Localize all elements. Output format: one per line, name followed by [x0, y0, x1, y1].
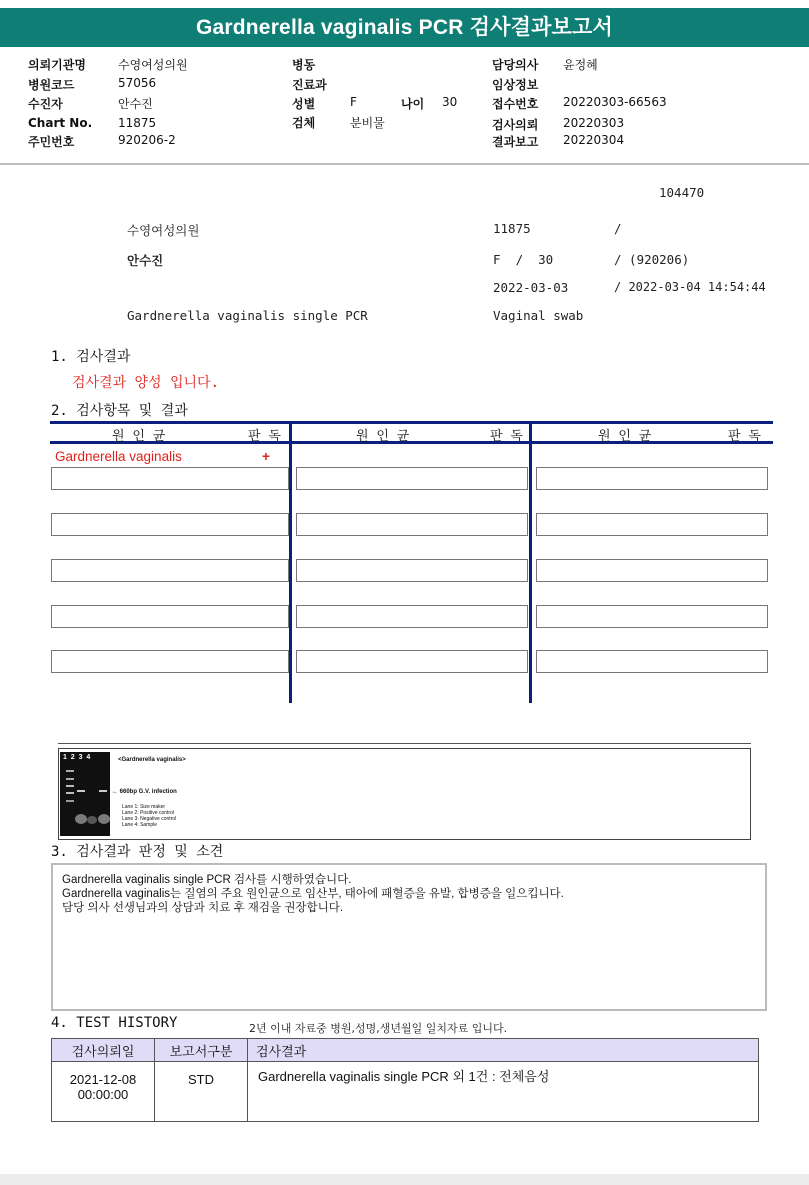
history-header-date: 검사의뢰일 — [52, 1039, 155, 1062]
history-time: 00:00:00 — [77, 1087, 129, 1102]
primer-glow — [87, 816, 97, 824]
result-cell — [51, 513, 289, 536]
patient-value: 안수진 — [118, 97, 153, 111]
info-birth: / (920206) — [614, 252, 690, 267]
result-cell — [51, 650, 289, 673]
request-date-label: 검사의뢰 — [492, 118, 539, 132]
col1-judgement-header: 판 독 — [248, 429, 281, 444]
info-reported-datetime: / 2022-03-04 14:54:44 — [614, 280, 766, 294]
opinion-box — [51, 863, 767, 1011]
table-row — [52, 1062, 759, 1122]
header-divider — [0, 163, 809, 165]
opinion-line-3: 담당 의사 선생님과의 상담과 치료 후 재검을 권장합니다. — [62, 902, 344, 914]
col3-pathogen-header: 원 인 균 — [598, 429, 652, 444]
table-divider-1 — [289, 421, 292, 703]
resident-no-value: 920206-2 — [118, 133, 176, 147]
info-chart: 11875 — [493, 221, 531, 236]
hospital-code-label: 병원코드 — [28, 78, 75, 92]
history-table — [51, 1038, 759, 1122]
gel-band-label: ← 660bp G.V. infection — [112, 789, 177, 795]
report-number: 104470 — [659, 185, 705, 200]
hospital-label: 의뢰기관명 — [28, 58, 86, 72]
hospital-value: 수영여성의원 — [118, 58, 188, 72]
result-cell — [296, 559, 528, 582]
history-header-result: 검사결과 — [248, 1039, 759, 1062]
sample-band — [99, 790, 107, 792]
sex-value: F — [350, 95, 357, 109]
info-patient: 안수진 — [127, 253, 164, 268]
gel-top-rule — [58, 743, 751, 744]
result-cell — [536, 650, 768, 673]
pathogen-name: Gardnerella vaginalis — [55, 449, 182, 464]
header-block — [0, 52, 809, 162]
chart-no-label: Chart No. — [28, 116, 93, 130]
result-cell — [51, 467, 289, 490]
result-cell — [296, 513, 528, 536]
result-cell — [536, 513, 768, 536]
section2-title: 2. 검사항목 및 결과 — [51, 403, 188, 419]
ladder-band — [66, 792, 74, 794]
col2-judgement-header: 판 독 — [490, 429, 523, 444]
history-date: 2021-12-08 — [69, 1072, 137, 1087]
ladder-band — [66, 785, 74, 787]
doctor-value: 윤정혜 — [563, 58, 598, 72]
col3-judgement-header: 판 독 — [728, 429, 761, 444]
result-cell — [296, 467, 528, 490]
doctor-label: 담당의사 — [492, 58, 539, 72]
info-specimen: Vaginal swab — [493, 308, 584, 323]
receipt-no-label: 접수번호 — [492, 97, 539, 111]
history-note: 2년 이내 자료중 병원,성명,생년월일 일치자료 입니다. — [249, 1022, 508, 1035]
result-cell — [51, 605, 289, 628]
specimen-label: 검체 — [292, 116, 316, 130]
history-date-cell — [52, 1062, 155, 1122]
age-value: 30 — [442, 95, 458, 109]
ward-label: 병동 — [292, 58, 316, 72]
gel-legend-3: Lane 3: Negative control — [122, 816, 177, 822]
section4-title: 4. TEST HISTORY — [51, 1015, 178, 1031]
history-type: STD — [155, 1062, 248, 1122]
table-top-line — [50, 421, 773, 424]
report-date-label: 결과보고 — [492, 135, 539, 149]
department-label: 진료과 — [292, 78, 327, 92]
info-test-name: Gardnerella vaginalis single PCR — [127, 308, 368, 323]
table-divider-2 — [529, 421, 532, 703]
ladder-band — [66, 778, 74, 780]
results-table — [50, 421, 773, 703]
col2-pathogen-header: 원 인 균 — [356, 429, 410, 444]
specimen-value: 분비물 — [350, 116, 385, 130]
chart-no-value: 11875 — [118, 116, 157, 130]
result-cell — [536, 559, 768, 582]
report-date-value: 20220304 — [563, 133, 625, 147]
gel-lane-numbers: 1 2 3 4 — [63, 754, 91, 761]
opinion-line-1: Gardnerella vaginalis single PCR 검사를 시행하였습니다. — [62, 874, 352, 886]
info-received-date: 2022-03-03 — [493, 280, 569, 295]
resident-no-label: 주민번호 — [28, 135, 75, 149]
history-header-type: 보고서구분 — [155, 1039, 248, 1062]
gel-image — [60, 752, 110, 836]
footer-bar — [0, 1174, 809, 1185]
result-cell — [536, 467, 768, 490]
result-cell — [296, 605, 528, 628]
primer-glow — [98, 814, 110, 824]
patient-label: 수진자 — [28, 97, 63, 111]
request-date-value: 20220303 — [563, 116, 625, 130]
hospital-code-value: 57056 — [118, 76, 157, 90]
gel-legend-1: Lane 1: Size maker — [122, 804, 166, 810]
section1-title: 1. 검사결과 — [51, 349, 131, 365]
clinical-info-label: 임상정보 — [492, 78, 539, 92]
result-cell — [296, 650, 528, 673]
ladder-band — [66, 800, 74, 802]
pathogen-result: + — [262, 449, 270, 464]
opinion-line-2: Gardnerella vaginalis는 질염의 주요 원인균으로 임산부, 태아에 패혈증을 유발, 합병증을 일으킵니다. — [62, 888, 564, 900]
section3-title: 3. 검사결과 판정 및 소견 — [51, 844, 224, 860]
sex-label: 성별 — [292, 97, 316, 111]
age-label: 나이 — [401, 97, 425, 111]
gel-caption: <Gardnerella vaginalis> — [118, 757, 186, 763]
col1-pathogen-header: 원 인 균 — [112, 429, 166, 444]
info-sex-age: F / 30 — [493, 252, 554, 267]
result-cell — [536, 605, 768, 628]
ladder-band — [66, 770, 74, 772]
receipt-no-value: 20220303-66563 — [563, 95, 667, 109]
history-result: Gardnerella vaginalis single PCR 외 1건 : 전체음성 — [248, 1062, 759, 1122]
report-title: Gardnerella vaginalis PCR 검사결과보고서 — [0, 8, 809, 47]
gel-legend-4: Lane 4: Sample — [122, 822, 158, 828]
primer-glow — [75, 814, 87, 824]
info-slash: / — [614, 221, 622, 236]
positive-result-text: 검사결과 양성 입니다. — [72, 375, 220, 391]
result-cell — [51, 559, 289, 582]
gel-legend-2: Lane 2: Positive control — [122, 810, 174, 816]
positive-band — [77, 790, 85, 792]
info-hospital: 수영여성의원 — [127, 223, 200, 238]
